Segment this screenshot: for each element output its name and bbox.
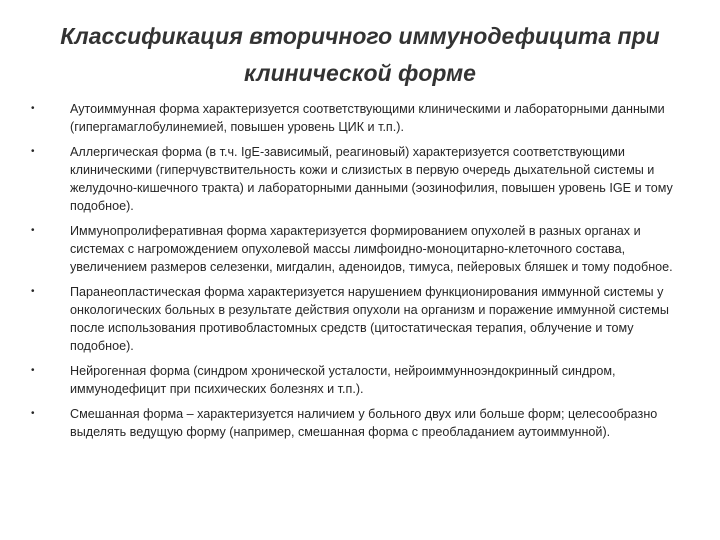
bullet-item-autoimmune [28,100,678,136]
bullet-item-mixed [28,405,678,441]
bullet-dot-icon: • [31,365,35,376]
bullet-item-neurogenic [28,362,678,398]
bullet-text: Аллергическая форма (в т.ч. IgE-зависимый, реагиновый) характеризуется соответствующими клиническими (гиперчувствительность кожи и слизистых в первую очередь дыхательной системы и желудочно-кишечного тракта) и лабораторными данными (эозинофилия, повышен уровень IGE и тому подобное). [70,145,673,213]
bullet-list [28,100,678,441]
bullet-text: Иммунопролиферативная форма характеризуется формированием опухолей в разных органах и системах с нагромождением опухолевой массы лимфоидно-моноцитарно-клеточного состава, увеличением размеров селезенки, мигдалин, аденоидов, тимуса, пейеровых бляшек и тому подобное. [70,224,673,274]
bullet-dot-icon: • [31,408,35,419]
bullet-item-allergic [28,143,678,215]
bullet-text: Нейрогенная форма (синдром хронической усталости, нейроиммунноэндокринный синдром, иммунодефицит при психических болезнях и т.п.). [70,364,616,396]
bullet-text: Смешанная форма – характеризуется наличием у больного двух или больше форм; целесообразно выделять ведущую форму (например, смешанная форма с преобладанием аутоиммунной). [70,407,658,439]
bullet-dot-icon: • [31,146,35,157]
title-line-1: Классификация вторичного иммунодефицита при [60,23,660,49]
bullet-dot-icon: • [31,286,35,297]
bullet-text: Паранеопластическая форма характеризуется нарушением функционирования иммунной системы у онкологических больных в результате действия опухоли на организм и поражение иммунной системы после использования противобластомных средств (цитостатическая терапия, облучение и тому подобное). [70,285,669,353]
bullet-dot-icon: • [31,103,35,114]
bullet-item-paraneoplastic [28,283,678,355]
bullet-text: Аутоиммунная форма характеризуется соответствующими клиническими и лабораторными данными (гипергамаглобулинемией, повышен уровень ЦИК и т.п.). [70,102,665,134]
title-line-2: клинической форме [244,60,476,86]
bullet-item-immunoproliferative [28,222,678,276]
slide-title [20,18,700,92]
bullet-dot-icon: • [31,225,35,236]
